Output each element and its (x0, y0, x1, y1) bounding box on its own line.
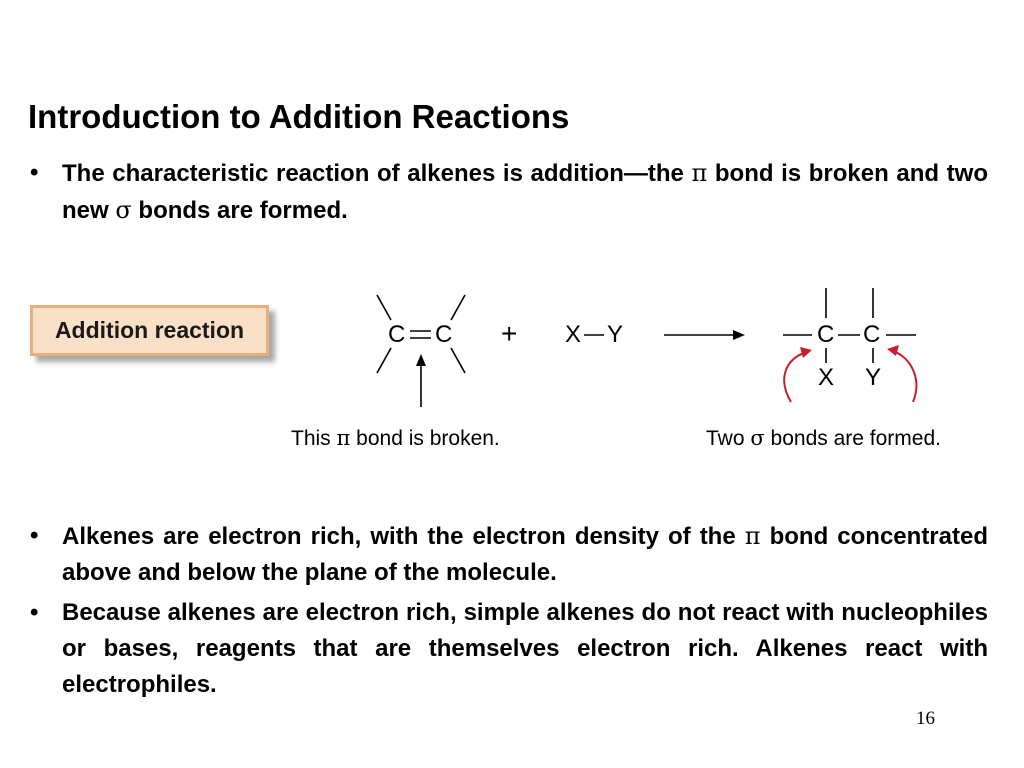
arrowhead-icon (416, 354, 426, 366)
bullet-text-part: bond concentrated above and below the plane of the molecule. (62, 523, 988, 586)
alkene-carbon-2: C (435, 321, 453, 348)
bullet-marker: • (30, 599, 39, 626)
bullet-text-part: bond is broken and two new (62, 160, 988, 224)
pi-symbol: π (691, 159, 708, 187)
bullet-text-part: bonds are formed. (131, 197, 348, 224)
bullet-text-part: Alkenes are electron rich, with the electron density of the (62, 523, 745, 550)
caption-text: bonds are formed. (764, 427, 941, 450)
bullet-3 (30, 595, 988, 703)
bullet-marker: • (30, 159, 39, 186)
pi-symbol: π (744, 522, 761, 550)
caption-text: This (291, 427, 337, 450)
alkene-bond-upper-right (451, 295, 465, 320)
curved-arrowhead-icon (887, 345, 899, 356)
sigma-symbol: σ (115, 196, 132, 224)
caption-pi-bond-broken (291, 426, 500, 451)
pi-symbol: π (336, 426, 351, 450)
bullet-text (62, 518, 988, 591)
reagent-x: X (565, 321, 582, 348)
product-y: Y (865, 364, 882, 391)
product-carbon-1: C (817, 321, 835, 348)
curved-arrow-right (893, 351, 916, 402)
slide-title: Introduction to Addition Reactions (28, 98, 570, 135)
bullet-text-part: The characteristic reaction of alkenes is addition—the (62, 160, 692, 187)
caption-text: Two (706, 427, 751, 450)
curved-arrow-left (784, 352, 806, 402)
alkene-bond-upper-left (377, 295, 391, 320)
alkene-bond-lower-right (451, 348, 465, 373)
alkene-bond-lower-left (377, 348, 391, 373)
arrowhead-icon (733, 330, 745, 340)
plus-sign: + (501, 318, 518, 349)
addition-reaction-label: Addition reaction (30, 305, 269, 356)
product-carbon-2: C (863, 321, 881, 348)
bullet-2 (30, 518, 988, 591)
alkene-carbon-1: C (388, 321, 406, 348)
bullet-marker: • (30, 522, 39, 549)
caption-text: bond is broken. (350, 427, 500, 450)
curved-arrowhead-icon (800, 347, 812, 358)
sigma-symbol: σ (750, 426, 765, 450)
product-x: X (818, 364, 835, 391)
bullet-text: Because alkenes are electron rich, simple alkenes do not react with nucleophiles or bases, reagents that are themselves electron rich. Alkenes react with electrophiles. (62, 599, 988, 698)
reagent-y: Y (607, 321, 624, 348)
caption-sigma-bonds-formed (706, 426, 941, 451)
page-number: 16 (916, 708, 935, 729)
